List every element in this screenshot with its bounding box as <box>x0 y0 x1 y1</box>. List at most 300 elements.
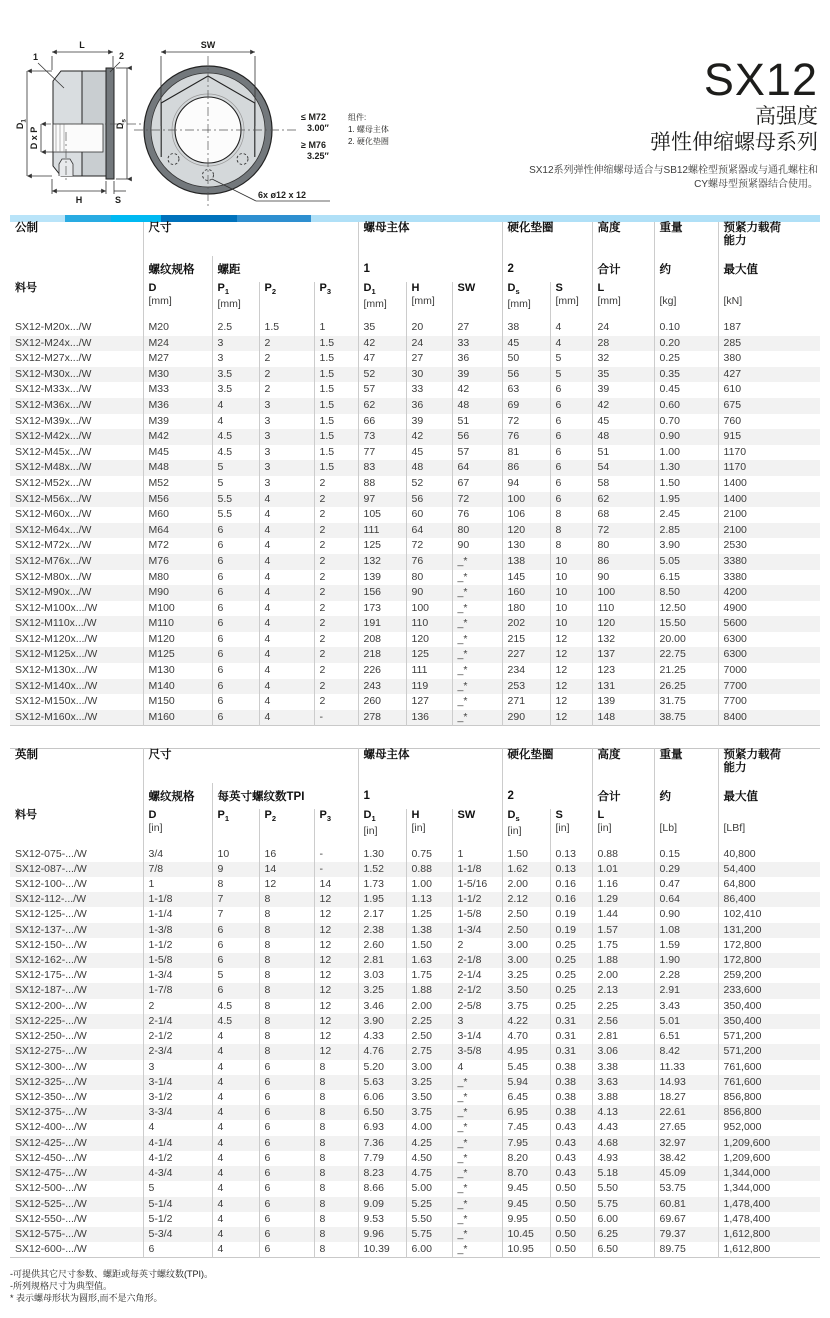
part-number-cell: SX12-M39x.../W <box>15 414 92 427</box>
value-cell: 3/4 <box>143 847 212 862</box>
value-cell: 0.25 <box>550 999 592 1014</box>
value-cell: 4.68 <box>592 1136 654 1151</box>
series-title: SX12 <box>703 54 818 105</box>
column-header: L [mm] <box>592 282 654 320</box>
value-cell: 243 <box>358 679 406 695</box>
value-cell: 4.13 <box>592 1105 654 1120</box>
table-row <box>10 429 820 445</box>
value-cell: 1,478,400 <box>718 1197 820 1212</box>
value-cell: 8 <box>314 1090 358 1105</box>
value-cell: 1170 <box>718 445 820 461</box>
value-cell: 1.95 <box>358 892 406 907</box>
value-cell: 1-5/8 <box>143 953 212 968</box>
value-cell: 4 <box>212 1105 259 1120</box>
value-cell: 0.25 <box>550 968 592 983</box>
value-cell: 1-1/4 <box>143 907 212 922</box>
value-cell: 12 <box>314 923 358 938</box>
value-cell: 139 <box>592 694 654 710</box>
footnote-typical-values: -所列规格尺寸为典型值。 <box>10 1281 112 1291</box>
value-cell: 2 <box>259 336 314 352</box>
dim-label-dxp: D x P <box>29 126 39 150</box>
value-cell: 64 <box>452 460 502 476</box>
value-cell: 12 <box>314 953 358 968</box>
value-cell: 0.43 <box>550 1136 592 1151</box>
value-cell: 3-1/4 <box>143 1075 212 1090</box>
value-cell: _* <box>452 679 502 695</box>
part-number-cell: SX12-M48x.../W <box>15 461 92 474</box>
value-cell: 350,400 <box>718 1014 820 1029</box>
value-cell: 4.5 <box>212 445 259 461</box>
value-cell: 77 <box>358 445 406 461</box>
value-cell: 12 <box>314 983 358 998</box>
value-cell: 1.52 <box>358 862 406 877</box>
value-cell: 6 <box>259 1060 314 1075</box>
value-cell: 0.38 <box>550 1060 592 1075</box>
value-cell: 4 <box>550 320 592 336</box>
value-cell: 4 <box>212 1242 259 1258</box>
value-cell: 0.25 <box>550 983 592 998</box>
value-cell: 1.62 <box>502 862 550 877</box>
part-number-cell: SX12-275-.../W <box>15 1045 87 1058</box>
value-cell: 571,200 <box>718 1029 820 1044</box>
value-cell: 5.94 <box>502 1075 550 1090</box>
value-cell: 86,400 <box>718 892 820 907</box>
value-cell: 6 <box>212 694 259 710</box>
value-cell: M80 <box>143 570 212 586</box>
value-cell: 10 <box>550 554 592 570</box>
value-cell: 5.00 <box>406 1181 452 1196</box>
value-cell: 8 <box>314 1242 358 1258</box>
value-cell: 6.50 <box>592 1242 654 1258</box>
value-cell: 80 <box>406 570 452 586</box>
value-cell: 88 <box>358 476 406 492</box>
value-cell: 14.93 <box>654 1075 718 1090</box>
value-cell: M42 <box>143 429 212 445</box>
value-cell: 3.00 <box>502 938 550 953</box>
value-cell: 4.5 <box>212 429 259 445</box>
value-cell: 4 <box>259 523 314 539</box>
value-cell: 138 <box>502 554 550 570</box>
value-cell: 4 <box>259 694 314 710</box>
value-cell: 4.22 <box>502 1014 550 1029</box>
value-cell: 6 <box>550 492 592 508</box>
column-header: [kN] <box>718 282 820 320</box>
value-cell: 3 <box>259 414 314 430</box>
metric-header-thread-spec: 螺纹规格 <box>143 256 212 282</box>
value-cell: 9.09 <box>358 1197 406 1212</box>
value-cell: 0.47 <box>654 877 718 892</box>
value-cell: 7000 <box>718 663 820 679</box>
value-cell: 4.95 <box>502 1044 550 1059</box>
series-description-line1: SX12系列弹性伸缩螺母适合与SB12螺栓型预紧器或与通孔螺柱和 <box>529 165 818 176</box>
value-cell: 2100 <box>718 523 820 539</box>
value-cell: 9 <box>212 862 259 877</box>
value-cell: 12 <box>314 938 358 953</box>
column-header: $D_1$ [mm] <box>358 282 406 320</box>
value-cell: 6 <box>550 398 592 414</box>
table-row <box>10 1029 820 1044</box>
value-cell: 10 <box>550 616 592 632</box>
value-cell: 2.85 <box>654 523 718 539</box>
value-cell: 3.06 <box>592 1044 654 1059</box>
value-cell: 9.53 <box>358 1212 406 1227</box>
value-cell: 48 <box>406 460 452 476</box>
value-cell: 4 <box>452 1060 502 1075</box>
value-cell: 6 <box>212 632 259 648</box>
value-cell: 0.50 <box>550 1197 592 1212</box>
imperial-header-tpi: 每英寸螺纹数TPI <box>212 783 358 809</box>
value-cell: 51 <box>452 414 502 430</box>
part-number-cell: SX12-M45x.../W <box>15 445 92 458</box>
part-number-cell: SX12-M20x.../W <box>15 321 92 333</box>
value-cell: 2.81 <box>592 1029 654 1044</box>
value-cell: 3-1/4 <box>452 1029 502 1044</box>
value-cell: 6 <box>259 1136 314 1151</box>
decorative-bar-segment <box>111 215 161 222</box>
value-cell: 6 <box>212 601 259 617</box>
imperial-table-body <box>10 847 820 1258</box>
value-cell: 0.15 <box>654 847 718 862</box>
value-cell: 1.63 <box>406 953 452 968</box>
value-cell: 4 <box>212 1166 259 1181</box>
value-cell: 4 <box>259 601 314 617</box>
value-cell: 4.70 <box>502 1029 550 1044</box>
value-cell: 80 <box>592 538 654 554</box>
value-cell: 4 <box>259 679 314 695</box>
value-cell: 3.63 <box>592 1075 654 1090</box>
part-number-cell: SX12-M52x.../W <box>15 476 92 489</box>
value-cell: 6 <box>212 663 259 679</box>
value-cell: 145 <box>502 570 550 586</box>
value-cell: 2.50 <box>502 923 550 938</box>
value-cell: 3.88 <box>592 1090 654 1105</box>
value-cell: 6 <box>259 1227 314 1242</box>
table-row <box>10 694 820 710</box>
part-number-cell: SX12-087-.../W <box>15 862 87 875</box>
value-cell: 2.00 <box>502 877 550 892</box>
value-cell: 2.50 <box>502 907 550 922</box>
value-cell: _* <box>452 1227 502 1242</box>
value-cell: 4.5 <box>212 1014 259 1029</box>
value-cell: 1.5 <box>314 382 358 398</box>
value-cell: 3.03 <box>358 968 406 983</box>
value-cell: _* <box>452 1090 502 1105</box>
value-cell: 2.00 <box>406 999 452 1014</box>
column-header: [LBf] <box>718 809 820 847</box>
imperial-header-washer-number: 2 <box>502 783 592 809</box>
value-cell: 60 <box>406 507 452 523</box>
thread-note-le-in: 3.00″ <box>307 123 329 133</box>
value-cell: 0.29 <box>654 862 718 877</box>
value-cell: 5600 <box>718 616 820 632</box>
table-row <box>10 414 820 430</box>
value-cell: 5-3/4 <box>143 1227 212 1242</box>
value-cell: 3-1/2 <box>143 1090 212 1105</box>
value-cell: 1-3/8 <box>143 923 212 938</box>
part-number-cell: SX12-400-.../W <box>15 1121 87 1134</box>
value-cell: 285 <box>718 336 820 352</box>
imperial-header-height-group: 高度 <box>592 749 654 783</box>
value-cell: 5 <box>143 1181 212 1196</box>
value-cell: 6 <box>212 938 259 953</box>
value-cell: 3 <box>212 351 259 367</box>
table-row <box>10 663 820 679</box>
metric-header-pitch: 螺距 <box>212 256 358 282</box>
value-cell: 90 <box>592 570 654 586</box>
value-cell: 1 <box>143 877 212 892</box>
value-cell: 5-1/4 <box>143 1197 212 1212</box>
value-cell: 6 <box>259 1151 314 1166</box>
value-cell: 4 <box>143 1120 212 1135</box>
value-cell: 76 <box>452 507 502 523</box>
value-cell: 45 <box>502 336 550 352</box>
value-cell: 8 <box>314 1075 358 1090</box>
value-cell: 4.33 <box>358 1029 406 1044</box>
table-row <box>10 1136 820 1151</box>
value-cell: 2 <box>314 601 358 617</box>
value-cell: 3.00 <box>502 953 550 968</box>
value-cell: 4 <box>212 1120 259 1135</box>
value-cell: 42 <box>592 398 654 414</box>
value-cell: 2 <box>259 382 314 398</box>
washer-side <box>106 68 114 179</box>
value-cell: 6 <box>212 647 259 663</box>
column-header: H [in] <box>406 809 452 847</box>
value-cell: 39 <box>452 367 502 383</box>
metric-header-load-group: 预紧力载荷 能力 <box>718 222 820 256</box>
legend-title: 组件: <box>348 113 367 122</box>
value-cell: 8.50 <box>654 585 718 601</box>
part-number-cell: SX12-M36x.../W <box>15 398 92 411</box>
value-cell: 12 <box>550 710 592 726</box>
value-cell: 72 <box>406 538 452 554</box>
value-cell: 18.27 <box>654 1090 718 1105</box>
column-header: D [in] <box>143 809 212 847</box>
value-cell: 48 <box>592 429 654 445</box>
value-cell: 2 <box>314 492 358 508</box>
value-cell: M33 <box>143 382 212 398</box>
value-cell: 6 <box>259 1212 314 1227</box>
value-cell: 119 <box>406 679 452 695</box>
value-cell: 8.20 <box>502 1151 550 1166</box>
value-cell: 5.63 <box>358 1075 406 1090</box>
value-cell: 2.5 <box>212 320 259 336</box>
value-cell: 2.12 <box>502 892 550 907</box>
value-cell: 6 <box>550 460 592 476</box>
table-row <box>10 938 820 953</box>
value-cell: 5.05 <box>654 554 718 570</box>
value-cell: 7/8 <box>143 862 212 877</box>
value-cell: 10.39 <box>358 1242 406 1258</box>
value-cell: 7 <box>212 907 259 922</box>
metric-header-size-group: 尺寸 <box>143 222 358 256</box>
value-cell: 5.50 <box>592 1181 654 1196</box>
value-cell: 260 <box>358 694 406 710</box>
value-cell: 4 <box>212 1060 259 1075</box>
value-cell: 10 <box>550 601 592 617</box>
value-cell: 22.75 <box>654 647 718 663</box>
value-cell: 427 <box>718 367 820 383</box>
part-number-cell: SX12-175-.../W <box>15 969 87 982</box>
column-header: $P_2$ <box>259 809 314 847</box>
value-cell: 0.13 <box>550 847 592 862</box>
imperial-header-load-max: 最大值 <box>718 783 820 809</box>
value-cell: 79.37 <box>654 1227 718 1242</box>
value-cell: 6 <box>212 554 259 570</box>
value-cell: 259,200 <box>718 968 820 983</box>
value-cell: M36 <box>143 398 212 414</box>
value-cell: 5.75 <box>406 1227 452 1242</box>
value-cell: 0.43 <box>550 1151 592 1166</box>
value-cell: M120 <box>143 632 212 648</box>
value-cell: 12 <box>259 877 314 892</box>
part-number-cell: SX12-M64x.../W <box>15 523 92 536</box>
value-cell: 4-3/4 <box>143 1166 212 1181</box>
value-cell: 8 <box>314 1105 358 1120</box>
part-number-cell: SX12-M56x.../W <box>15 492 92 505</box>
value-cell: 2 <box>314 616 358 632</box>
value-cell: 123 <box>592 663 654 679</box>
value-cell: 6 <box>550 429 592 445</box>
value-cell: 6.93 <box>358 1120 406 1135</box>
value-cell: 6.95 <box>502 1105 550 1120</box>
table-row <box>10 570 820 586</box>
value-cell: 42 <box>358 336 406 352</box>
value-cell: 2.50 <box>406 1029 452 1044</box>
value-cell: 6 <box>550 445 592 461</box>
value-cell: 127 <box>406 694 452 710</box>
metric-header-nut-body-number: 1 <box>358 256 502 282</box>
value-cell: 10.45 <box>502 1227 550 1242</box>
metric-header-height-total: 合计 <box>592 256 654 282</box>
value-cell: 12 <box>314 968 358 983</box>
value-cell: 137 <box>592 647 654 663</box>
value-cell: 1,209,600 <box>718 1136 820 1151</box>
value-cell: M52 <box>143 476 212 492</box>
value-cell: 380 <box>718 351 820 367</box>
value-cell: 4 <box>212 1227 259 1242</box>
value-cell: 8 <box>550 538 592 554</box>
value-cell: 57 <box>358 382 406 398</box>
value-cell: _* <box>452 570 502 586</box>
imperial-header-weight-group: 重量 <box>654 749 718 783</box>
value-cell: 120 <box>502 523 550 539</box>
column-header: $P_1$ [mm] <box>212 282 259 320</box>
value-cell: _* <box>452 554 502 570</box>
value-cell: 4 <box>259 632 314 648</box>
dim-label-sw: SW <box>200 40 216 50</box>
value-cell: 3.5 <box>212 382 259 398</box>
value-cell: 28 <box>592 336 654 352</box>
table-row <box>10 983 820 998</box>
part-number-cell: SX12-M130x.../W <box>15 664 98 677</box>
table-row <box>10 1014 820 1029</box>
value-cell: 53.75 <box>654 1181 718 1196</box>
value-cell: - <box>314 710 358 726</box>
value-cell: 8 <box>314 1060 358 1075</box>
value-cell: 1,478,400 <box>718 1212 820 1227</box>
value-cell: 0.25 <box>550 953 592 968</box>
metric-column-header-row <box>10 282 820 320</box>
value-cell: 4.25 <box>406 1136 452 1151</box>
value-cell: _* <box>452 1212 502 1227</box>
value-cell: 76 <box>406 554 452 570</box>
value-cell: 3 <box>143 1060 212 1075</box>
value-cell: 7.79 <box>358 1151 406 1166</box>
value-cell: 58 <box>592 476 654 492</box>
value-cell: 4.75 <box>406 1166 452 1181</box>
value-cell: 54 <box>592 460 654 476</box>
value-cell: 0.64 <box>654 892 718 907</box>
value-cell: 3.75 <box>406 1105 452 1120</box>
imperial-header-nut-body-group: 螺母主体 <box>358 749 502 783</box>
value-cell: M27 <box>143 351 212 367</box>
value-cell: 215 <box>502 632 550 648</box>
value-cell: 1-3/4 <box>143 968 212 983</box>
value-cell: 1.25 <box>406 907 452 922</box>
value-cell: 0.20 <box>654 336 718 352</box>
value-cell: 172,800 <box>718 953 820 968</box>
value-cell: 9.96 <box>358 1227 406 1242</box>
value-cell: 1,344,000 <box>718 1166 820 1181</box>
value-cell: 5.01 <box>654 1014 718 1029</box>
value-cell: 6.45 <box>502 1090 550 1105</box>
value-cell: 3 <box>259 445 314 461</box>
value-cell: 6 <box>212 983 259 998</box>
value-cell: 36 <box>406 398 452 414</box>
table-row <box>10 968 820 983</box>
value-cell: 0.35 <box>654 367 718 383</box>
value-cell: 90 <box>406 585 452 601</box>
imperial-header-size-group: 尺寸 <box>143 749 358 783</box>
value-cell: _* <box>452 1151 502 1166</box>
value-cell: 8400 <box>718 710 820 726</box>
value-cell: 226 <box>358 663 406 679</box>
value-cell: 7700 <box>718 679 820 695</box>
table-row <box>10 398 820 414</box>
part-number-cell: SX12-075-.../W <box>15 847 87 860</box>
value-cell: 4 <box>212 1075 259 1090</box>
value-cell: 3.00 <box>406 1060 452 1075</box>
value-cell: 111 <box>406 663 452 679</box>
value-cell: 2.13 <box>592 983 654 998</box>
value-cell: M45 <box>143 445 212 461</box>
value-cell: M90 <box>143 585 212 601</box>
table-row <box>10 507 820 523</box>
value-cell: 24 <box>406 336 452 352</box>
value-cell: 2 <box>143 999 212 1014</box>
value-cell: 6.00 <box>406 1242 452 1258</box>
value-cell: 2 <box>314 507 358 523</box>
part-number-cell: SX12-187-.../W <box>15 984 87 997</box>
table-row <box>10 1060 820 1075</box>
imperial-header-nut-body-number: 1 <box>358 783 502 809</box>
decorative-bar-segment <box>311 215 820 222</box>
value-cell: 5.50 <box>406 1212 452 1227</box>
part-number-cell: SX12-450-.../W <box>15 1151 87 1164</box>
value-cell: 2 <box>314 538 358 554</box>
value-cell: M56 <box>143 492 212 508</box>
decorative-bar-segment <box>65 215 111 222</box>
value-cell: 6.50 <box>358 1105 406 1120</box>
value-cell: 4 <box>259 647 314 663</box>
part-number-cell: SX12-350-.../W <box>15 1091 87 1103</box>
value-cell: 6 <box>259 1075 314 1090</box>
value-cell: 10 <box>212 847 259 862</box>
value-cell: 12 <box>550 647 592 663</box>
value-cell: 27.65 <box>654 1120 718 1135</box>
value-cell: 10.95 <box>502 1242 550 1258</box>
